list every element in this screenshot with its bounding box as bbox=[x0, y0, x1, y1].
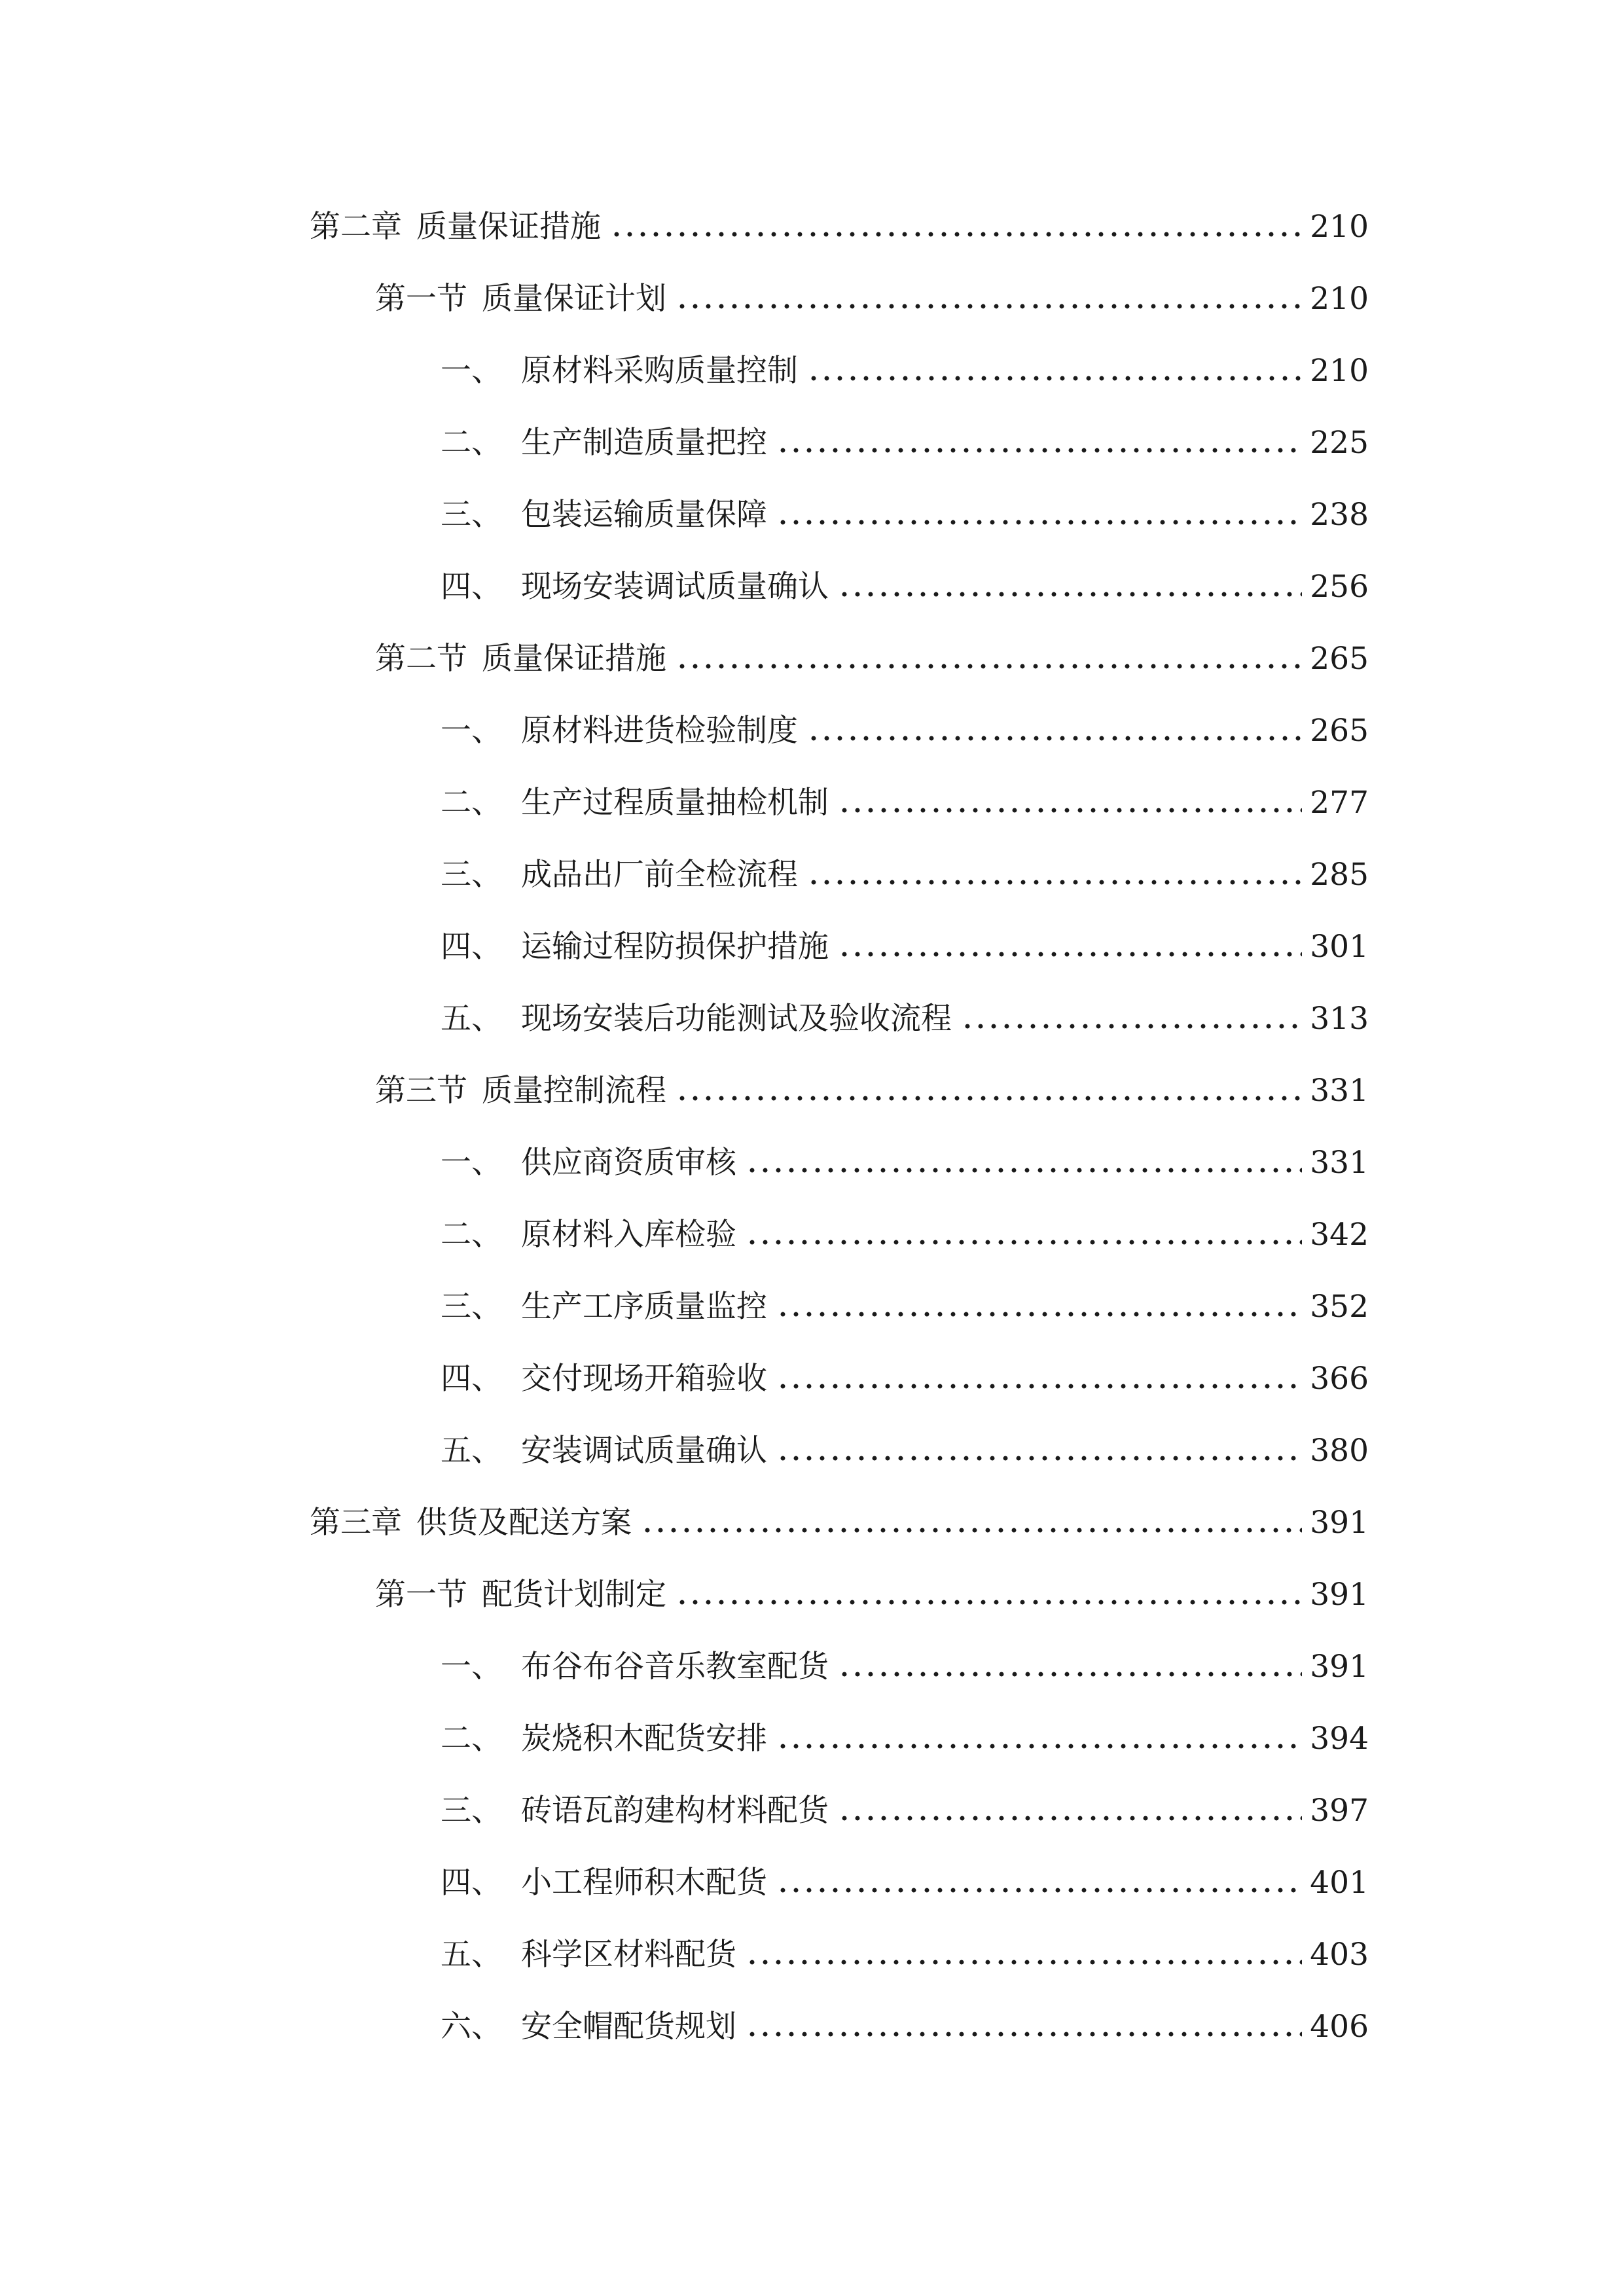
entry-title: 成品出厂前全检流程 bbox=[521, 857, 798, 893]
entry-title: 运输过程防损保护措施 bbox=[521, 929, 829, 965]
entry-title: 科学区材料配货 bbox=[521, 1937, 736, 1973]
entry-page-number: 313 bbox=[1310, 1001, 1369, 1037]
entry-title: 质量保证计划 bbox=[482, 281, 666, 317]
entry-title: 生产过程质量抽检机制 bbox=[521, 785, 829, 821]
dot-leader bbox=[807, 735, 1302, 742]
toc-item-entry[interactable] bbox=[441, 777, 1369, 829]
entry-page-number: 285 bbox=[1310, 857, 1369, 893]
entry-number: 四、 bbox=[441, 569, 502, 605]
toc-item-entry[interactable] bbox=[441, 1425, 1369, 1477]
toc-item-entry[interactable] bbox=[441, 1137, 1369, 1189]
entry-number: 第三节 bbox=[375, 1073, 467, 1109]
entry-page-number: 406 bbox=[1310, 2009, 1369, 2045]
entry-page-number: 366 bbox=[1310, 1361, 1369, 1397]
entry-number: 第一节 bbox=[375, 281, 467, 317]
entry-title: 供货及配送方案 bbox=[416, 1505, 632, 1541]
entry-title: 现场安装后功能测试及验收流程 bbox=[521, 1001, 952, 1037]
dot-leader bbox=[838, 591, 1302, 598]
entry-page-number: 394 bbox=[1310, 1721, 1369, 1757]
entry-title: 原材料采购质量控制 bbox=[521, 353, 798, 389]
entry-page-number: 301 bbox=[1310, 929, 1369, 965]
entry-number: 三、 bbox=[441, 1289, 502, 1325]
dot-leader bbox=[676, 1095, 1302, 1102]
toc-item-entry[interactable] bbox=[441, 849, 1369, 901]
entry-title: 原材料进货检验制度 bbox=[521, 713, 798, 749]
entry-title: 安装调试质量确认 bbox=[521, 1433, 767, 1469]
entry-number: 四、 bbox=[441, 1865, 502, 1901]
entry-title: 砖语瓦韵建构材料配货 bbox=[521, 1793, 829, 1829]
entry-number: 二、 bbox=[441, 1721, 502, 1757]
dot-leader bbox=[676, 303, 1302, 310]
toc-item-entry[interactable] bbox=[441, 417, 1369, 469]
entry-title: 生产工序质量监控 bbox=[521, 1289, 767, 1325]
entry-number: 四、 bbox=[441, 929, 502, 965]
entry-page-number: 238 bbox=[1310, 497, 1369, 533]
toc-section-entry[interactable] bbox=[375, 1569, 1369, 1621]
dot-leader bbox=[676, 1599, 1302, 1605]
dot-leader bbox=[746, 1167, 1302, 1174]
toc-item-entry[interactable] bbox=[441, 489, 1369, 541]
toc-section-entry[interactable] bbox=[375, 633, 1369, 685]
entry-number: 一、 bbox=[441, 1649, 502, 1685]
dot-leader bbox=[838, 951, 1302, 958]
entry-number: 第一节 bbox=[375, 1577, 467, 1613]
entry-title: 小工程师积木配货 bbox=[521, 1865, 767, 1901]
entry-page-number: 397 bbox=[1310, 1793, 1369, 1829]
dot-leader bbox=[746, 1239, 1302, 1246]
entry-page-number: 256 bbox=[1310, 569, 1369, 605]
entry-number: 第二章 bbox=[310, 209, 402, 245]
dot-leader bbox=[838, 1671, 1302, 1677]
entry-page-number: 331 bbox=[1310, 1073, 1369, 1109]
entry-page-number: 210 bbox=[1310, 281, 1369, 317]
toc-section-entry[interactable] bbox=[375, 1065, 1369, 1117]
entry-number: 第三章 bbox=[310, 1505, 402, 1541]
entry-page-number: 391 bbox=[1310, 1649, 1369, 1685]
entry-number: 二、 bbox=[441, 785, 502, 821]
dot-leader bbox=[610, 231, 1302, 238]
dot-leader bbox=[776, 519, 1302, 526]
entry-number: 五、 bbox=[441, 1433, 502, 1469]
dot-leader bbox=[676, 663, 1302, 670]
toc-chapter-entry[interactable] bbox=[310, 1497, 1369, 1549]
dot-leader bbox=[776, 447, 1302, 454]
entry-number: 一、 bbox=[441, 353, 502, 389]
dot-leader bbox=[746, 2031, 1302, 2037]
toc-chapter-entry[interactable] bbox=[310, 201, 1369, 253]
entry-number: 一、 bbox=[441, 713, 502, 749]
dot-leader bbox=[776, 1887, 1302, 1893]
dot-leader bbox=[776, 1383, 1302, 1390]
entry-page-number: 403 bbox=[1310, 1937, 1369, 1973]
entry-page-number: 391 bbox=[1310, 1505, 1369, 1541]
entry-number: 五、 bbox=[441, 1001, 502, 1037]
toc-item-entry[interactable] bbox=[441, 1353, 1369, 1405]
entry-page-number: 380 bbox=[1310, 1433, 1369, 1469]
entry-number: 三、 bbox=[441, 1793, 502, 1829]
entry-title: 供应商资质审核 bbox=[521, 1145, 736, 1181]
entry-number: 六、 bbox=[441, 2009, 502, 2045]
toc-item-entry[interactable] bbox=[441, 921, 1369, 973]
dot-leader bbox=[807, 375, 1302, 382]
entry-page-number: 210 bbox=[1310, 209, 1369, 245]
entry-number: 第二节 bbox=[375, 641, 467, 677]
entry-number: 三、 bbox=[441, 857, 502, 893]
toc-item-entry[interactable] bbox=[441, 2001, 1369, 2053]
dot-leader bbox=[838, 807, 1302, 814]
toc-item-entry[interactable] bbox=[441, 1713, 1369, 1765]
dot-leader bbox=[776, 1743, 1302, 1749]
entry-number: 五、 bbox=[441, 1937, 502, 1973]
entry-page-number: 342 bbox=[1310, 1217, 1369, 1253]
toc-item-entry[interactable] bbox=[441, 1857, 1369, 1909]
toc-item-entry[interactable] bbox=[441, 1281, 1369, 1333]
entry-number: 二、 bbox=[441, 425, 502, 461]
toc-section-entry[interactable] bbox=[375, 273, 1369, 325]
entry-page-number: 401 bbox=[1310, 1865, 1369, 1901]
entry-page-number: 265 bbox=[1310, 641, 1369, 677]
entry-page-number: 391 bbox=[1310, 1577, 1369, 1613]
entry-page-number: 265 bbox=[1310, 713, 1369, 749]
dot-leader bbox=[746, 1959, 1302, 1965]
entry-page-number: 225 bbox=[1310, 425, 1369, 461]
toc-item-entry[interactable] bbox=[441, 561, 1369, 613]
entry-title: 安全帽配货规划 bbox=[521, 2009, 736, 2045]
toc-item-entry[interactable] bbox=[441, 705, 1369, 757]
toc-item-entry[interactable] bbox=[441, 1929, 1369, 1981]
entry-page-number: 277 bbox=[1310, 785, 1369, 821]
dot-leader bbox=[961, 1023, 1302, 1030]
entry-title: 炭烧积木配货安排 bbox=[521, 1721, 767, 1757]
entry-title: 质量控制流程 bbox=[482, 1073, 666, 1109]
entry-title: 质量保证措施 bbox=[482, 641, 666, 677]
dot-leader bbox=[776, 1311, 1302, 1318]
entry-page-number: 210 bbox=[1310, 353, 1369, 389]
dot-leader bbox=[838, 1815, 1302, 1821]
entry-page-number: 331 bbox=[1310, 1145, 1369, 1181]
dot-leader bbox=[776, 1455, 1302, 1462]
entry-number: 二、 bbox=[441, 1217, 502, 1253]
dot-leader bbox=[807, 879, 1302, 886]
entry-title: 交付现场开箱验收 bbox=[521, 1361, 767, 1397]
entry-title: 生产制造质量把控 bbox=[521, 425, 767, 461]
entry-title: 现场安装调试质量确认 bbox=[521, 569, 829, 605]
entry-title: 原材料入库检验 bbox=[521, 1217, 736, 1253]
entry-title: 配货计划制定 bbox=[482, 1577, 666, 1613]
entry-page-number: 352 bbox=[1310, 1289, 1369, 1325]
toc-item-entry[interactable] bbox=[441, 993, 1369, 1045]
toc-item-entry[interactable] bbox=[441, 345, 1369, 397]
toc-item-entry[interactable] bbox=[441, 1641, 1369, 1693]
toc-item-entry[interactable] bbox=[441, 1209, 1369, 1261]
entry-title: 布谷布谷音乐教室配货 bbox=[521, 1649, 829, 1685]
entry-number: 一、 bbox=[441, 1145, 502, 1181]
dot-leader bbox=[641, 1527, 1302, 1534]
entry-title: 包装运输质量保障 bbox=[521, 497, 767, 533]
entry-number: 三、 bbox=[441, 497, 502, 533]
toc-item-entry[interactable] bbox=[441, 1785, 1369, 1837]
entry-title: 质量保证措施 bbox=[416, 209, 601, 245]
entry-number: 四、 bbox=[441, 1361, 502, 1397]
